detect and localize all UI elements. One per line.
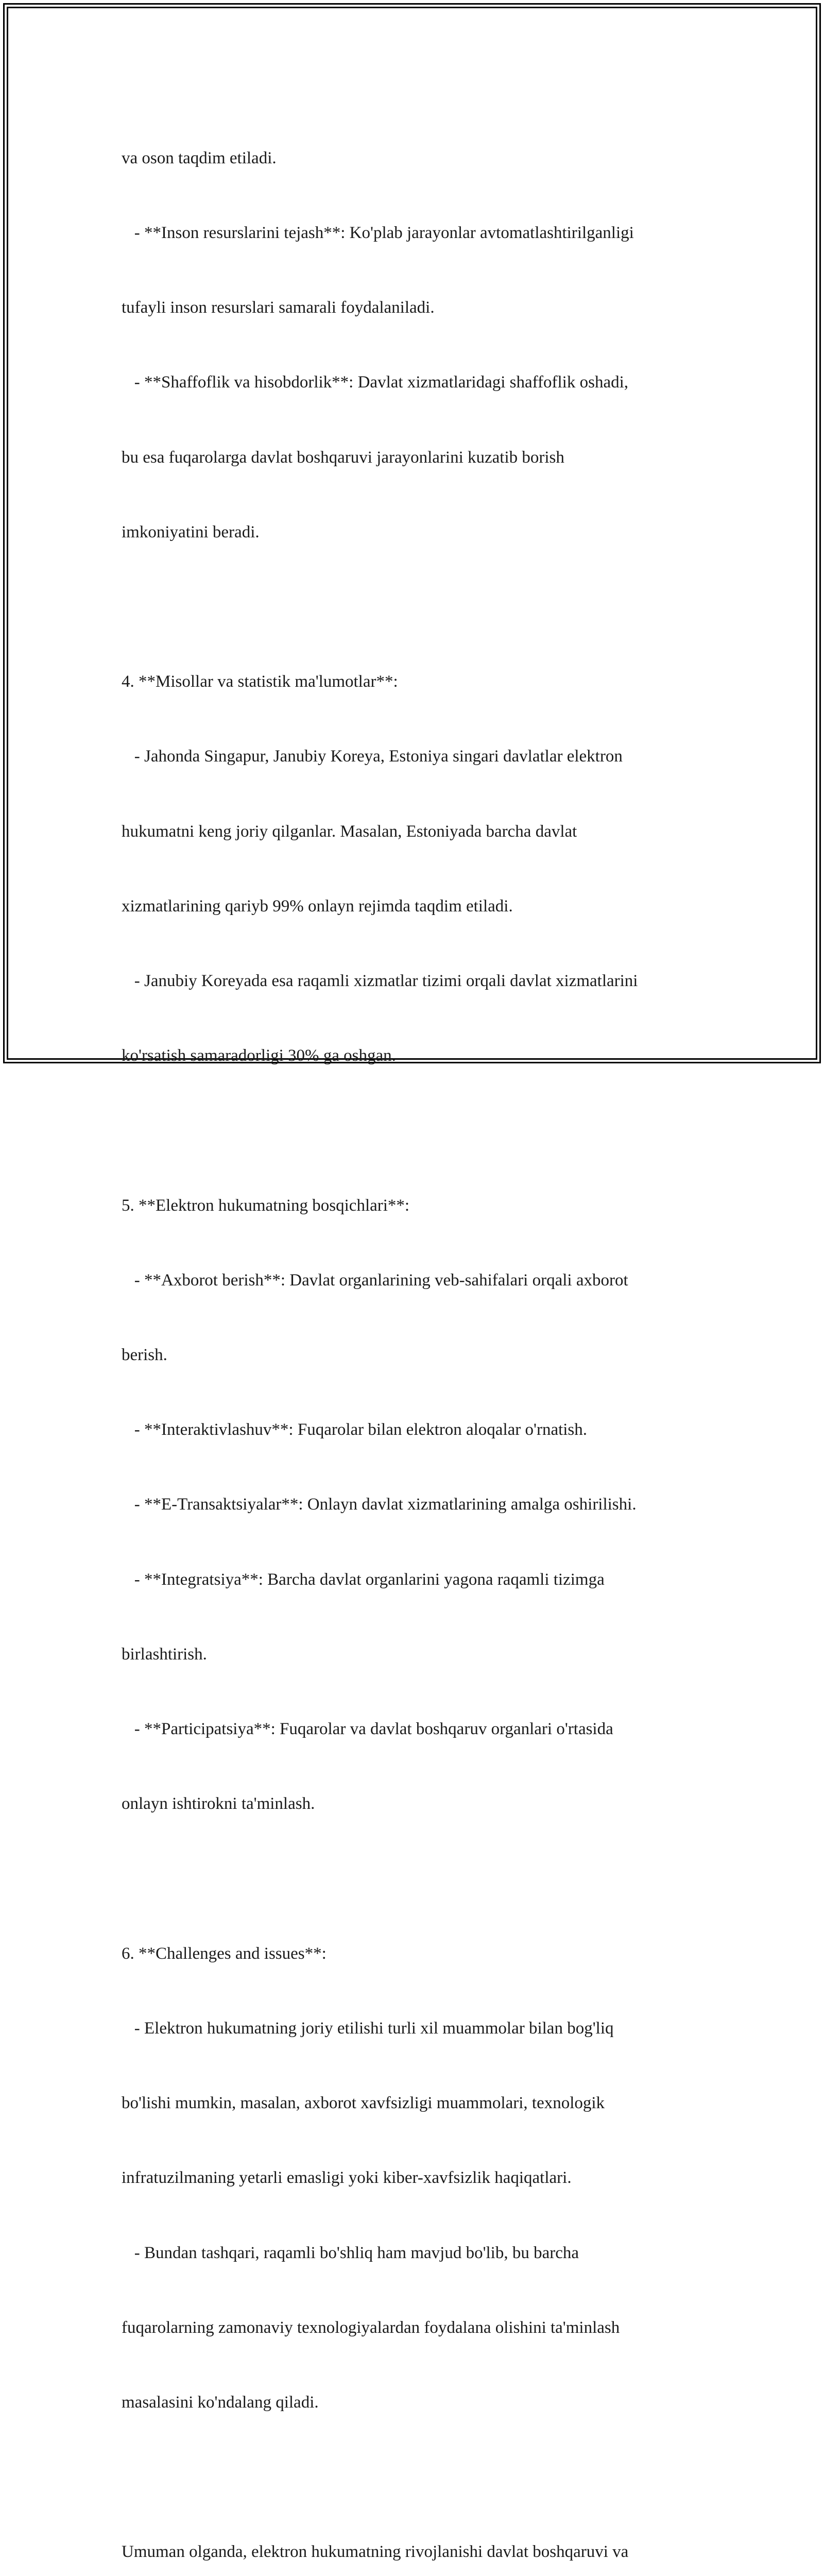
text-line: birlashtirish. xyxy=(122,1645,207,1664)
section-heading: 4. **Misollar va statistik ma'lumotlar**: xyxy=(122,672,398,691)
text-line: - Jahonda Singapur, Janubiy Koreya, Estoniya singari davlatlar elektron xyxy=(122,747,623,766)
text-line: - Janubiy Koreyada esa raqamli xizmatlar tizimi orqali davlat xizmatlarini xyxy=(122,972,638,991)
text-line: - **Inson resurslarini tejash**: Ko'plab jarayonlar avtomatlashtirilganligi xyxy=(122,224,634,243)
text-line: - **E-Transaktsiyalar**: Onlayn davlat xizmatlarining amalga oshirilishi. xyxy=(122,1495,637,1514)
text-line: - Elektron hukumatning joriy etilishi turli xil muammolar bilan bog'liq xyxy=(122,2019,614,2038)
text-line: masalasini ko'ndalang qiladi. xyxy=(122,2393,319,2412)
text-line: bu esa fuqarolarga davlat boshqaruvi jarayonlarini kuzatib borish xyxy=(122,448,564,467)
text-line: berish. xyxy=(122,1346,167,1365)
text-line: hukumatni keng joriy qilganlar. Masalan, Estoniyada barcha davlat xyxy=(122,822,577,841)
text-line: imkoniyatini beradi. xyxy=(122,522,260,541)
text-line: va oson taqdim etiladi. xyxy=(122,148,277,167)
text-line: - Bundan tashqari, raqamli bo'shliq ham mavjud bo'lib, bu barcha xyxy=(122,2243,579,2262)
blank-line xyxy=(122,595,719,619)
text-line: ko'rsatish samaradorligi 30% ga oshgan. xyxy=(122,1046,396,1065)
text-line: Umuman olganda, elektron hukumatning rivojlanishi davlat boshqaruvi va xyxy=(122,2543,629,2562)
blank-line xyxy=(122,1118,719,1143)
text-line: fuqarolarning zamonaviy texnologiyalardan foydalana olishini ta'minlash xyxy=(122,2318,620,2337)
section-heading: 5. **Elektron hukumatning bosqichlari**: xyxy=(122,1196,410,1215)
text-line: xizmatlarining qariyb 99% onlayn rejimda taqdim etiladi. xyxy=(122,896,513,916)
blank-line xyxy=(122,1866,719,1891)
text-line: - **Integratsiya**: Barcha davlat organlarini yagona raqamli tizimga xyxy=(122,1570,605,1589)
text-line: bo'lishi mumkin, masalan, axborot xavfsizligi muammolari, texnologik xyxy=(122,2094,605,2113)
text-line: infratuzilmaning yetarli emasligi yoki kiber-xavfsizlik haqiqatlari. xyxy=(122,2168,572,2188)
text-line: - **Participatsiya**: Fuqarolar va davlat boshqaruv organlari o'rtasida xyxy=(122,1720,613,1739)
text-line: - **Shaffoflik va hisobdorlik**: Davlat xizmatlaridagi shaffoflik oshadi, xyxy=(122,373,629,392)
blank-line xyxy=(122,2465,719,2489)
text-line: - **Axborot berish**: Davlat organlarining veb-sahifalari orqali axborot xyxy=(122,1270,628,1290)
text-line: - **Interaktivlashuv**: Fuqarolar bilan elektron aloqalar o'rnatish. xyxy=(122,1420,588,1439)
document-body xyxy=(122,96,719,2576)
text-line: tufayli inson resurslari samarali foydalaniladi. xyxy=(122,298,435,317)
text-line: onlayn ishtirokni ta'minlash. xyxy=(122,1794,315,1814)
section-heading: 6. **Challenges and issues**: xyxy=(122,1944,327,1963)
